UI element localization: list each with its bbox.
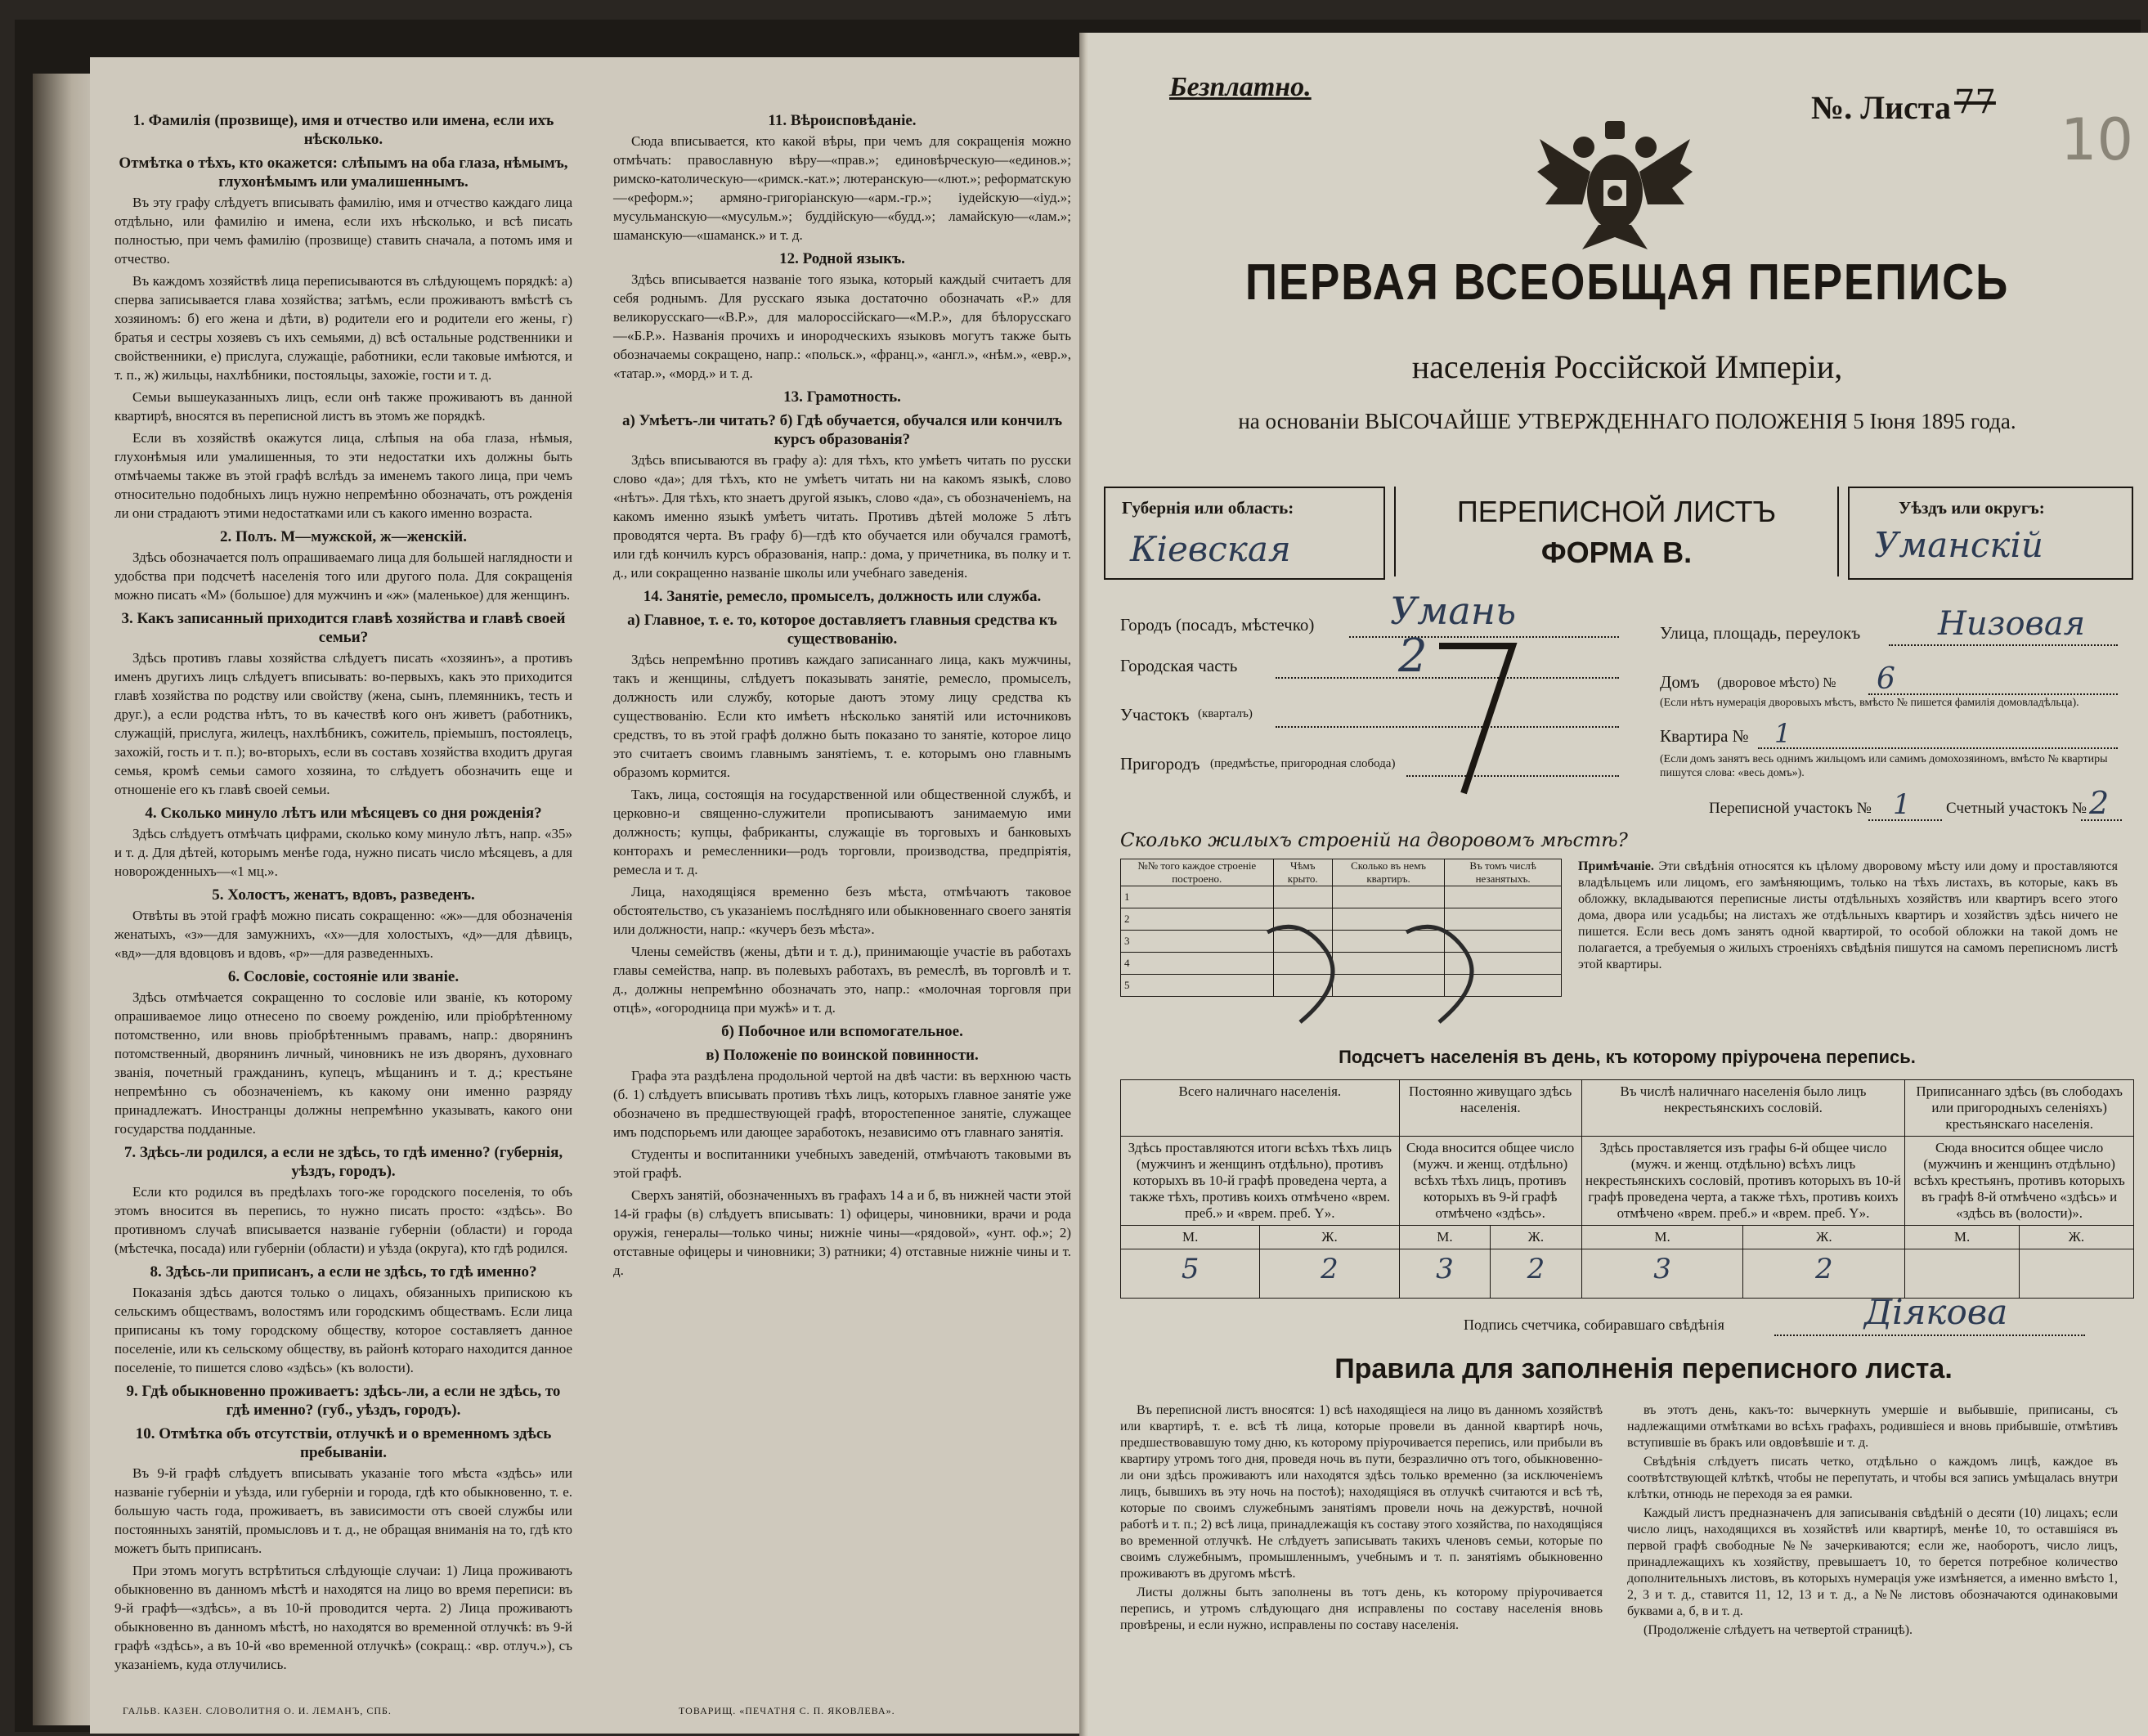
precinct-label: Участокъ bbox=[1120, 705, 1190, 724]
census-title: ПЕРВАЯ ВСЕОБЩАЯ ПЕРЕПИСЬ bbox=[1244, 254, 2010, 311]
pencil-dash-marks bbox=[1251, 899, 1537, 1038]
dwellings-title: Сколько жилыхъ строеній на дворовомъ мѣстѣ? bbox=[1120, 830, 1628, 851]
apartment-note: (Если домъ занятъ весь однимъ жильцомъ или самимъ домохозяиномъ, вмѣсто № квартиры пишутся слова: «весь домъ»). bbox=[1660, 753, 2108, 779]
suburb-sublabel: (предмѣстье, пригородная слобода) bbox=[1210, 757, 1396, 770]
male-label: М. bbox=[1121, 1226, 1260, 1249]
paragraph: Здѣсь обозначается полъ опрашиваемаго лица для большей наглядности и удобства при подсчетѣ населенія того или другого пола. Для сокращенія можно писать «М» (большое) для мужчинъ и «ж» (маленькое) для женщинъ. bbox=[114, 550, 572, 603]
page-stack-edge bbox=[33, 74, 98, 1725]
suburb-line bbox=[1406, 775, 1619, 777]
section-heading: 14. Занятіе, ремесло, промыселъ, должность или служба. bbox=[643, 588, 1042, 605]
section-heading: а) Умѣетъ-ли читать? б) Гдѣ обучается, обучался или кончилъ курсъ образованія? bbox=[621, 412, 1063, 448]
rules-paragraph: Въ переписной листъ вносятся: 1) всѣ находящіеся на лицо въ данномъ хозяйствѣ или квартирѣ, т. е. всѣ тѣ лица, которые провели въ данной квартирѣ ночь, предшествовавшую тому дню, къ которому пріурочивается перепись, или прибыли въ квартиру утромъ того дня, проведя ночь въ пути, безразлично отъ того, обыкновенно-ли они здѣсь проживаютъ или находятся здѣсь только временно (за исключеніемъ лицъ, бывшихъ въ эту ночь на постоѣ); находящіяся въ отлучкѣ считаются и всѣ тѣ, которые по своимъ служебнымъ занятіямъ провели ночь на дежурствѣ, ночной работѣ и т. п.; 2) всѣ лица, принадлежащія къ составу этого хозяйства, по находящіяся во временной отлучкѣ. Не слѣдуетъ записывать такихъ членовъ семьи, которые по своимъ служебнымъ, промышленнымъ, учебнымъ и т. п. занятіямъ обыкновенно проживаютъ въ другомъ мѣстѣ. bbox=[1120, 1403, 1603, 1581]
census-area-label: Переписной участокъ № bbox=[1709, 800, 1872, 817]
paragraph: Если кто родился въ предѣлахъ того-же городского поселенія, то объ этомъ вносится въ перепись, то нужно писать просто: «здѣсь». Во противномъ случаѣ вписывается названіе губерніи (области) и города (мѣстечка, посада) или губерніи (области) и уѣзда (округа), кто гдѣ родился. bbox=[114, 1184, 572, 1256]
row-number: 3 bbox=[1121, 931, 1274, 953]
section-heading: 3. Какъ записанный приходится главѣ хозяйства и главѣ своей семьи? bbox=[121, 610, 566, 646]
pop-desc: Сюда вносится общее число (мужчинъ и женщинъ отдѣльно) всѣхъ крестьянъ, противъ которыхъ въ графѣ 8-й отмѣчено «здѣсь» и «здѣсь въ (волости)». bbox=[1905, 1137, 2134, 1226]
city-part-label: Городская часть bbox=[1120, 656, 1238, 675]
dwellings-header-row bbox=[1121, 859, 1562, 886]
paragraph: Здѣсь непремѣнно противъ каждаго записаннаго лица, какъ мужчины, такъ и женщины, слѣдуетъ показывать занятіе, ремесло, промыселъ, должность или службу, которые даютъ этому лицу средства къ существованію. Если кто имѣетъ нѣсколько занятій или источниковъ средствъ, то въ этой графѣ должно быть показано то занятіе, которое лицо это считаетъ своимъ главнымъ занятіемъ, т. е. которымъ оно главнымъ образомъ кормится. bbox=[613, 652, 1071, 780]
female-label: Ж. bbox=[1491, 1226, 1581, 1249]
pencil-page-number: 10 bbox=[2061, 106, 2134, 173]
female-label: Ж. bbox=[1260, 1226, 1399, 1249]
signature-line bbox=[1774, 1335, 2085, 1336]
paragraph: Сюда вписывается, кто какой вѣры, при чемъ для сокращенія можно отмѣчать: православную вѣру—«прав.»; единовѣрческую—«единов.»; римско-католическую—«римск.-кат.»; лютеранскую—«лют.»; реформатскую—«реформ.»; армяно-григоріанскую—«арм.-гр.»; іудейскую—«іуд.»; мусульманскую—«мусульм.»; буддійскую—«будд.»; ламайскую—«лам.»; шаманскую—«шаманск.» и т. д. bbox=[613, 133, 1071, 243]
province-value[interactable]: Кіевская bbox=[1130, 529, 1291, 569]
left-page-column-1 bbox=[114, 106, 572, 1677]
pop-value[interactable]: 3 bbox=[1399, 1249, 1490, 1299]
apartment-line bbox=[1758, 747, 2118, 749]
apartment-label: Квартира № bbox=[1660, 726, 1749, 746]
paragraph: Въ 9-й графѣ слѣдуетъ вписывать указаніе того мѣста «здѣсь» или названіе губерніи и уѣзда, или губерніи и города, гдѣ кто обыкновенно, т. е. большую часть года, проживаетъ, въ зависимости отъ своей службы или постоянныхъ занятій, промысловъ и т. д., не обращая вниманія на то, гдѣ кто можетъ быть приписанъ. bbox=[114, 1465, 572, 1556]
census-subtitle: населенія Россійской Имперіи, bbox=[1411, 348, 1843, 385]
signature-value[interactable]: Діякова bbox=[1864, 1292, 2008, 1332]
paragraph: Здѣсь вписываются въ графу а): для тѣхъ, кто умѣетъ читать по русски слово «да»; для тѣхъ, кто не умѣетъ читать ни на какомъ языкѣ, слово «нѣтъ». Для тѣхъ, кто знаетъ другой языкъ, слово «да», съ обозначеніемъ, на какомъ именно языкѣ умѣетъ читать. Противъ дѣтей моложе 5 лѣтъ проводятся черта. Въ графу б)—гдѣ кто обучается или обучался грамотѣ, или гдѣ кончилъ курсъ образованія, напр.: дома, у причетника, въ полку и т. д., или сокращенно названіе школы или учебнаго заведенія. bbox=[613, 452, 1071, 581]
paragraph: Студенты и воспитанники учебныхъ заведеній, отмѣчаютъ таковыми въ этой графѣ. bbox=[613, 1146, 1071, 1181]
pop-value[interactable]: 2 bbox=[1260, 1249, 1399, 1299]
row-number: 4 bbox=[1121, 953, 1274, 975]
pop-header: Всего наличнаго населенія. bbox=[1121, 1080, 1400, 1137]
paragraph: Семьи вышеуказанныхъ лицъ, если онѣ также проживаютъ въ данной квартирѣ, вносятся въ переписной листъ въ этомъ же порядкѣ. bbox=[114, 389, 572, 424]
sheet-title: ПЕРЕПИСНОЙ ЛИСТЪ bbox=[1456, 495, 1777, 528]
paragraph: Отвѣты въ этой графѣ можно писать сокращенно: «ж»—для обозначенія женатыхъ, «з»—для замужнихъ, «х»—для холостыхъ, «д»—для дѣвицъ, «вд»—для вдовцовъ и вдовъ, «р»—для разведенныхъ. bbox=[114, 908, 572, 961]
rules-paragraph: въ этотъ день, какъ-то: вычеркнуть умершіе и выбывшіе, приписаны, съ надлежащими отмѣтками во всѣхъ графахъ, родившіеся и вновь прибывшіе, отмѣтивъ вступившіе въ бракъ или овдовѣвшіе и т. д. bbox=[1627, 1403, 2118, 1450]
rules-paragraph: (Продолженіе слѣдуетъ на четвертой страницѣ). bbox=[1644, 1623, 1913, 1637]
paragraph: Лица, находящіяся временно безъ мѣста, отмѣчаютъ таковое обстоятельство, съ указаніемъ послѣдняго или обыкновеннаго своего занятія или должности, напр.: «кучеръ безъ мѣста». bbox=[613, 884, 1071, 937]
double-headed-eagle-emblem-icon bbox=[1533, 114, 1697, 253]
form-title: ФОРМА В. bbox=[1540, 536, 1693, 569]
house-note: (Если нѣтъ нумерація дворовыхъ мѣстъ, вмѣсто № пишется фамилія домовладѣльца). bbox=[1660, 697, 2079, 709]
pop-value[interactable]: 5 bbox=[1121, 1249, 1260, 1299]
paragraph: Въ каждомъ хозяйствѣ лица переписываются въ слѣдующемъ порядкѣ: а) сперва записывается глава хозяйства; затѣмъ, если проживаютъ вмѣстѣ съ хозяиномъ: б) его жена и дѣти, в) родители его и родители его жены, г) братья и сестры хозяевъ съ ихъ семьями, д) всѣ остальные родственники и свойственники, е) прислуга, служащіе, работники, если таковые имѣются, и т. п., ж) жильцы, нахлѣбники, постояльцы, захожіе, гости и т. д. bbox=[114, 273, 572, 383]
paragraph: Члены семействъ (жены, дѣти и т. д.), принимающіе участіе въ работахъ главы семейства, напр. въ полевыхъ работахъ, въ ремеслѣ, въ торговлѣ и т. д., должны непремѣнно обозначать это, напр.: «молочная торговля при отцѣ», «огородница при мужѣ» и т. д. bbox=[613, 944, 1071, 1016]
section-heading: Отмѣтка о тѣхъ, кто окажется: слѣпымъ на оба глаза, нѣмымъ, глухонѣмымъ или умалишеннымъ. bbox=[119, 155, 568, 191]
census-area-value[interactable]: 1 bbox=[1893, 788, 1911, 821]
section-heading: в) Положеніе по воинской повинности. bbox=[706, 1047, 979, 1064]
province-label: Губернія или область: bbox=[1122, 498, 1294, 518]
paragraph: При этомъ могутъ встрѣтиться слѣдующіе случаи: 1) Лица проживаютъ обыкновенно въ данномъ мѣстѣ и находятся на лицо во время переписи: въ 9-й графѣ—«здѣсь», а въ 10-й проводится черта. 2) Лица проживаютъ обыкновенно въ данномъ мѣстѣ, но находятся во временной отлучкѣ: въ 9-й графѣ «здѣсь», а въ 10-й «во временной отлучкѣ» (сокращ.: «вр. отлуч.»), съ указаніемъ, куда отлучились. bbox=[114, 1563, 572, 1672]
rules-column-1 bbox=[1120, 1402, 1603, 1636]
precinct-sublabel: (кварталъ) bbox=[1198, 707, 1253, 720]
street-value[interactable]: Низовая bbox=[1938, 605, 2086, 643]
left-page bbox=[90, 57, 1092, 1734]
house-label: Домъ bbox=[1660, 672, 1700, 692]
pop-header: Въ числѣ наличнаго населенія было лицъ некрестьянскихъ сословій. bbox=[1581, 1080, 1905, 1137]
section-heading: б) Побочное или вспомогательное. bbox=[721, 1023, 963, 1040]
paragraph: Сверхъ занятій, обозначенныхъ въ графахъ 14 а и б, въ нижней части этой 14-й графы (в) слѣдуетъ вписывать: 1) офицеры, чиновники, врачи и рода оружія, генералы—только чины; нижніе чины—«рядовой», «унт. оф.»; 2) отставные офицеры и чиновники; 3) ратники; 4) отставные нижніе чины и т. д. bbox=[613, 1187, 1071, 1278]
section-heading: 1. Фамилія (прозвище), имя и отчество или имена, если ихъ нѣсколько. bbox=[132, 112, 554, 148]
city-part-value[interactable]: 2 bbox=[1398, 630, 1428, 683]
house-line bbox=[1868, 693, 2118, 695]
section-heading: 11. Вѣроисповѣданіе. bbox=[768, 112, 917, 129]
dwell-header: №№ того каждое строеніе построено. bbox=[1121, 859, 1274, 886]
left-footer-imprint: ГАЛЬВ. КАЗЕН. СЛОВОЛИТНЯ О. И. ЛЕМАНЪ, СПБ. bbox=[123, 1705, 392, 1716]
section-heading: 12. Родной языкъ. bbox=[779, 250, 905, 267]
pop-header: Приписаннаго здѣсь (въ слободахъ или пригородныхъ селеніяхъ) крестьянскаго населенія. bbox=[1905, 1080, 2134, 1137]
male-label: М. bbox=[1905, 1226, 2020, 1249]
pop-desc: Здѣсь проставляются итоги всѣхъ тѣхъ лицъ (мужчинъ и женщинъ отдѣльно), противъ которыхъ въ 10-й графѣ проведена черта, а также тѣхъ, противъ коихъ отмѣчено «врем. преб.» и «врем. преб. Y». bbox=[1121, 1137, 1400, 1226]
rules-paragraph: Свѣдѣнія слѣдуетъ писать четко, отдѣльно о каждомъ лицѣ, каждое въ соотвѣтствующей клѣткѣ, чтобы не перепутать, и чтобы вся запись умѣщалась внутри клѣтки, отнюдь не переходя за ея рамки. bbox=[1627, 1455, 2118, 1501]
paragraph: Такъ, лица, состоящія на государственной или общественной службѣ, и церковно-и священно-служители прописываютъ занимаемую ими должность; купцы, фабриканты, служащіе въ торговыхъ и банковыхъ конторахъ и ремесленники—родъ торговли, производства, предпріятія, ремесла и т. д. bbox=[613, 787, 1071, 877]
city-value[interactable]: Умань bbox=[1390, 589, 1517, 633]
section-heading: 9. Гдѣ обыкновенно проживаетъ: здѣсь-ли, а если не здѣсь, то гдѣ именно? (губ., уѣздъ, городъ). bbox=[126, 1383, 561, 1419]
male-label: М. bbox=[1399, 1226, 1490, 1249]
section-heading: а) Главное, т. е. то, которое доставляетъ главныя средства къ существованію. bbox=[627, 612, 1057, 648]
paragraph: Здѣсь вписывается названіе того языка, который каждый считаетъ для себя роднымъ. Для русскаго языка достаточно обозначать «Р.» для великорусскаго—«В.Р.», для малороссійскаго—«М.Р.», для бѣлорусскаго—«Б.Р.». Названія прочихъ и инородческихъ языковъ могутъ также быть обозначаемы сокращено, напр.: «польск.», «франц.», «англ.», «нѣм.», «евр.», «татар.», «морд.» и т. д. bbox=[613, 271, 1071, 381]
rules-title: Правила для заполненія переписного листа. bbox=[1334, 1353, 1953, 1384]
apartment-value[interactable]: 1 bbox=[1774, 718, 1791, 749]
male-label: М. bbox=[1581, 1226, 1743, 1249]
form-title-box bbox=[1394, 487, 1839, 576]
signature-label: Подпись счетчика, собиравшаго свѣдѣнія bbox=[1464, 1317, 1724, 1333]
pop-desc: Здѣсь проставляется изъ графы 6-й общее число (мужч. и женщ. отдѣльно) всѣхъ лицъ некрестьянскихъ сословій, противъ которыхъ въ 10-й графѣ проведена черта, а также тѣхъ, противъ коихъ отмѣчено «врем. преб.» и «врем. преб. Y». bbox=[1581, 1137, 1905, 1226]
district-label: Уѣздъ или округъ: bbox=[1899, 498, 2045, 518]
paragraph: Если въ хозяйствѣ окажутся лица, слѣпыя на оба глаза, нѣмыя, глухонѣмыя или умалишенныя, то эти недостатки ихъ должны быть отмѣчаемы также въ этой графѣ вслѣдъ за именемъ такого лица, при чемъ относительно подобныхъ лицъ нужно непремѣнно обозначать, отъ рожденія ли они страдаютъ этими недостатками или съ какого именно возраста. bbox=[114, 430, 572, 521]
right-page-census-form bbox=[1087, 33, 2148, 1736]
section-heading: 4. Сколько минуло лѣтъ или мѣсяцевъ со дня рожденія? bbox=[145, 805, 542, 822]
section-heading: 5. Холостъ, женатъ, вдовъ, разведенъ. bbox=[212, 886, 475, 904]
pencil-stroke-mark bbox=[1431, 638, 1529, 801]
city-label: Городъ (посадъ, мѣстечко) bbox=[1120, 615, 1315, 635]
dwell-header: Сколько въ немъ квартиръ. bbox=[1332, 859, 1444, 886]
pop-value[interactable] bbox=[1905, 1249, 2020, 1299]
paragraph: Въ эту графу слѣдуетъ вписывать фамилію, имя и отчество каждаго лица отдѣльно, или фамилію и имена, если ихъ нѣсколько, и всѣ писать полностью, при чемъ фамилію (прозвище) ставить сначала, а потомъ имя и отчество. bbox=[114, 195, 572, 267]
pop-value[interactable] bbox=[2019, 1249, 2133, 1299]
section-heading: 2. Полъ. М—мужской, ж—женскій. bbox=[220, 528, 467, 545]
pop-value[interactable]: 2 bbox=[1743, 1249, 1905, 1299]
section-heading: 7. Здѣсь-ли родился, а если не здѣсь, то гдѣ именно? (губернія, уѣздъ, городъ). bbox=[123, 1144, 563, 1180]
pop-value[interactable]: 3 bbox=[1581, 1249, 1743, 1299]
female-label: Ж. bbox=[2019, 1226, 2133, 1249]
row-number: 1 bbox=[1121, 886, 1274, 908]
section-heading: 8. Здѣсь-ли приписанъ, а если не здѣсь, то гдѣ именно? bbox=[150, 1263, 537, 1281]
dwell-header: Въ томъ числѣ незанятыхъ. bbox=[1445, 859, 1562, 886]
paragraph: Здѣсь противъ главы хозяйства слѣдуетъ писать «хозяинъ», а противъ именъ другихъ лицъ слѣдуетъ вписывать: во-первыхъ, какъ это приходится главѣ хозяйства по родству или свойству (жена, сынъ, племянникъ, тесть и друг.), а если родства нѣтъ, то въ качествѣ кого онъ живетъ (работникъ, служащій, прислуга, жилецъ, нахлѣбникъ, сожитель, пріемышъ, постоялецъ, захожій, гость и т. п.); во-вторыхъ, если въ составъ хозяйства входитъ другая семья, кромѣ семьи самого хозяина, то слѣдуетъ обозначить еще и отношеніе его къ главѣ своей семьи. bbox=[114, 650, 572, 797]
district-box bbox=[1848, 487, 2133, 580]
count-area-label: Счетный участокъ № bbox=[1946, 800, 2087, 817]
province-box bbox=[1104, 487, 1385, 580]
district-value[interactable]: Уманскій bbox=[1874, 525, 2043, 565]
precinct-line bbox=[1276, 726, 1619, 728]
sheet-number-value: 77 bbox=[1954, 83, 1996, 121]
row-number: 2 bbox=[1121, 908, 1274, 931]
section-heading: 13. Грамотность. bbox=[783, 388, 901, 406]
left-page-column-2 bbox=[613, 106, 1071, 1283]
pop-description-row bbox=[1121, 1137, 2134, 1226]
population-count-title: Подсчетъ населенія въ день, къ которому пріурочена перепись. bbox=[1339, 1047, 1916, 1067]
legal-basis-line: на основаніи ВЫСОЧАЙШЕ УТВЕРЖДЕННАГО ПОЛОЖЕНІЯ 5 Іюня 1895 года. bbox=[1238, 409, 2016, 433]
rules-paragraph: Листы должны быть заполнены въ тотъ день, къ которому пріурочивается перепись, и утромъ слѣдующаго дня исправлены по составу населенія вновь провѣрены, и если нужно, исправлены по составу населенія. bbox=[1120, 1586, 1603, 1632]
right-footer-imprint: ТОВАРИЩ. «ПЕЧАТНЯ С. П. ЯКОВЛЕВА». bbox=[679, 1705, 895, 1716]
female-label: Ж. bbox=[1743, 1226, 1905, 1249]
note-title: Примѣчаніе. bbox=[1578, 859, 1654, 873]
house-sublabel: (дворовое мѣсто) № bbox=[1717, 675, 1836, 690]
note-text: Эти свѣдѣнія относятся къ цѣлому дворовому мѣсту или дому и проставляются владѣльцемъ или лицомъ, его замѣняющимъ, только на тѣхъ листахъ, въ которые, какъ въ обложку, вкладываются переписные листы отдѣльныхъ хозяйствъ или квартиръ всего этого дома, двора или усадьбы; на листахъ же отдѣльныхъ квартиръ и хозяйствъ здѣсь ничего не пишется. Если весь домъ занятъ одной квартирой, то особой обложки на такой домъ не полагается, а требуемыя о жилыхъ строеніяхъ свѣдѣнія пишутся на самомъ переписномъ листѣ этой квартиры. bbox=[1578, 859, 2119, 971]
pop-values-row bbox=[1121, 1249, 2134, 1299]
suburb-label: Пригородъ bbox=[1120, 754, 1200, 774]
pop-desc: Сюда вносится общее число (мужч. и женщ. отдѣльно) всѣхъ тѣхъ лицъ, противъ которыхъ въ 9-й графѣ отмѣчено «здѣсь». bbox=[1399, 1137, 1581, 1226]
pop-value[interactable]: 2 bbox=[1491, 1249, 1581, 1299]
rules-paragraph: Каждый листъ предназначенъ для записыванія свѣдѣній о десяти (10) лицахъ; если число лицъ, находящихся въ хозяйствѣ или квартирѣ, менѣе 10, то оставшіяся въ первой графѣ свободные №№ зачеркиваются; если же, наоборотъ, число лицъ, принадлежащихъ къ хозяйству, превышаетъ 10, то берется потребное количество дополнительныхъ листовъ, въ которыхъ нумерація уже измѣняется, а именно вмѣсто 1, 2, 3 и т. д., ставится 11, 12, 13 и т. д., а №№ листовъ обозначаются одинаковыми буквами а, б, в и т. д. bbox=[1627, 1506, 2118, 1618]
house-value[interactable]: 6 bbox=[1877, 662, 1895, 696]
section-heading: 6. Сословіе, состояніе или званіе. bbox=[227, 968, 460, 985]
population-count-table bbox=[1120, 1079, 2134, 1299]
pop-header-row bbox=[1121, 1080, 2134, 1137]
dwellings-note bbox=[1578, 859, 2118, 973]
free-of-charge-label: Безплатно. bbox=[1169, 72, 1312, 102]
street-label: Улица, площадь, переулокъ bbox=[1660, 623, 1861, 643]
paragraph: Графа эта раздѣлена продольной чертой на двѣ части: въ верхнюю часть (б. 1) слѣдуетъ вписывать противъ тѣхъ лицъ, которыхъ главное занятіе уже обозначено въ предшествующей графѣ, второстепенное занятіе, служащее имъ подспорьемъ или дающее заработокъ, независимо отъ главнаго занятія. bbox=[613, 1068, 1071, 1140]
section-heading: 10. Отмѣтка объ отсутствіи, отлучкѣ и о временномъ здѣсь пребываніи. bbox=[135, 1425, 552, 1461]
street-line bbox=[1889, 644, 2118, 646]
count-area-value[interactable]: 2 bbox=[2089, 785, 2110, 821]
paragraph: Показанія здѣсь даются только о лицахъ, обязанныхъ припискою къ сельскимъ обществамъ, волостямъ или городскимъ обществамъ. Если лица приписаны къ тому городскому обществу, которое составляетъ данное поселеніе, или къ сельскому обществу, въ районѣ котораго находится данное поселеніе, то пишется слово «здѣсь» (къ волости). bbox=[114, 1285, 572, 1375]
pop-header: Постоянно живущаго здѣсь населенія. bbox=[1399, 1080, 1581, 1137]
paragraph: Здѣсь отмѣчается сокращенно то сословіе или званіе, къ которому опрашиваемое лицо отнесено по своему рожденію, или пріобрѣтенному потомственно, или вновь пріобрѣтеннымъ правамъ, напр.: дворянинъ потомственный, дворянинъ личный, чиновникъ не изъ дворянъ, духовнаго званія, почетный гражданинъ, купецъ, мѣщанинъ и т. д.; крестьяне непремѣнно съ обозначеніемъ, къ какому они именно разряду принадлежатъ. Иностранцы должны непремѣнно указывать, какого они государства подданные. bbox=[114, 989, 572, 1137]
rules-column-2 bbox=[1627, 1402, 2118, 1641]
row-number: 5 bbox=[1121, 975, 1274, 997]
pop-sex-row bbox=[1121, 1226, 2134, 1249]
sheet-number-label: №. Листа bbox=[1811, 89, 1951, 126]
dwell-header: Чѣмъ крыто. bbox=[1273, 859, 1332, 886]
paragraph: Здѣсь слѣдуетъ отмѣчать цифрами, сколько кому минуло лѣтъ, напр. «35» и т. д. Для дѣтей, которымъ менѣе года, нужно писать число мѣсяцевъ, а для новорожденныхъ—«1 мц.». bbox=[114, 826, 572, 879]
